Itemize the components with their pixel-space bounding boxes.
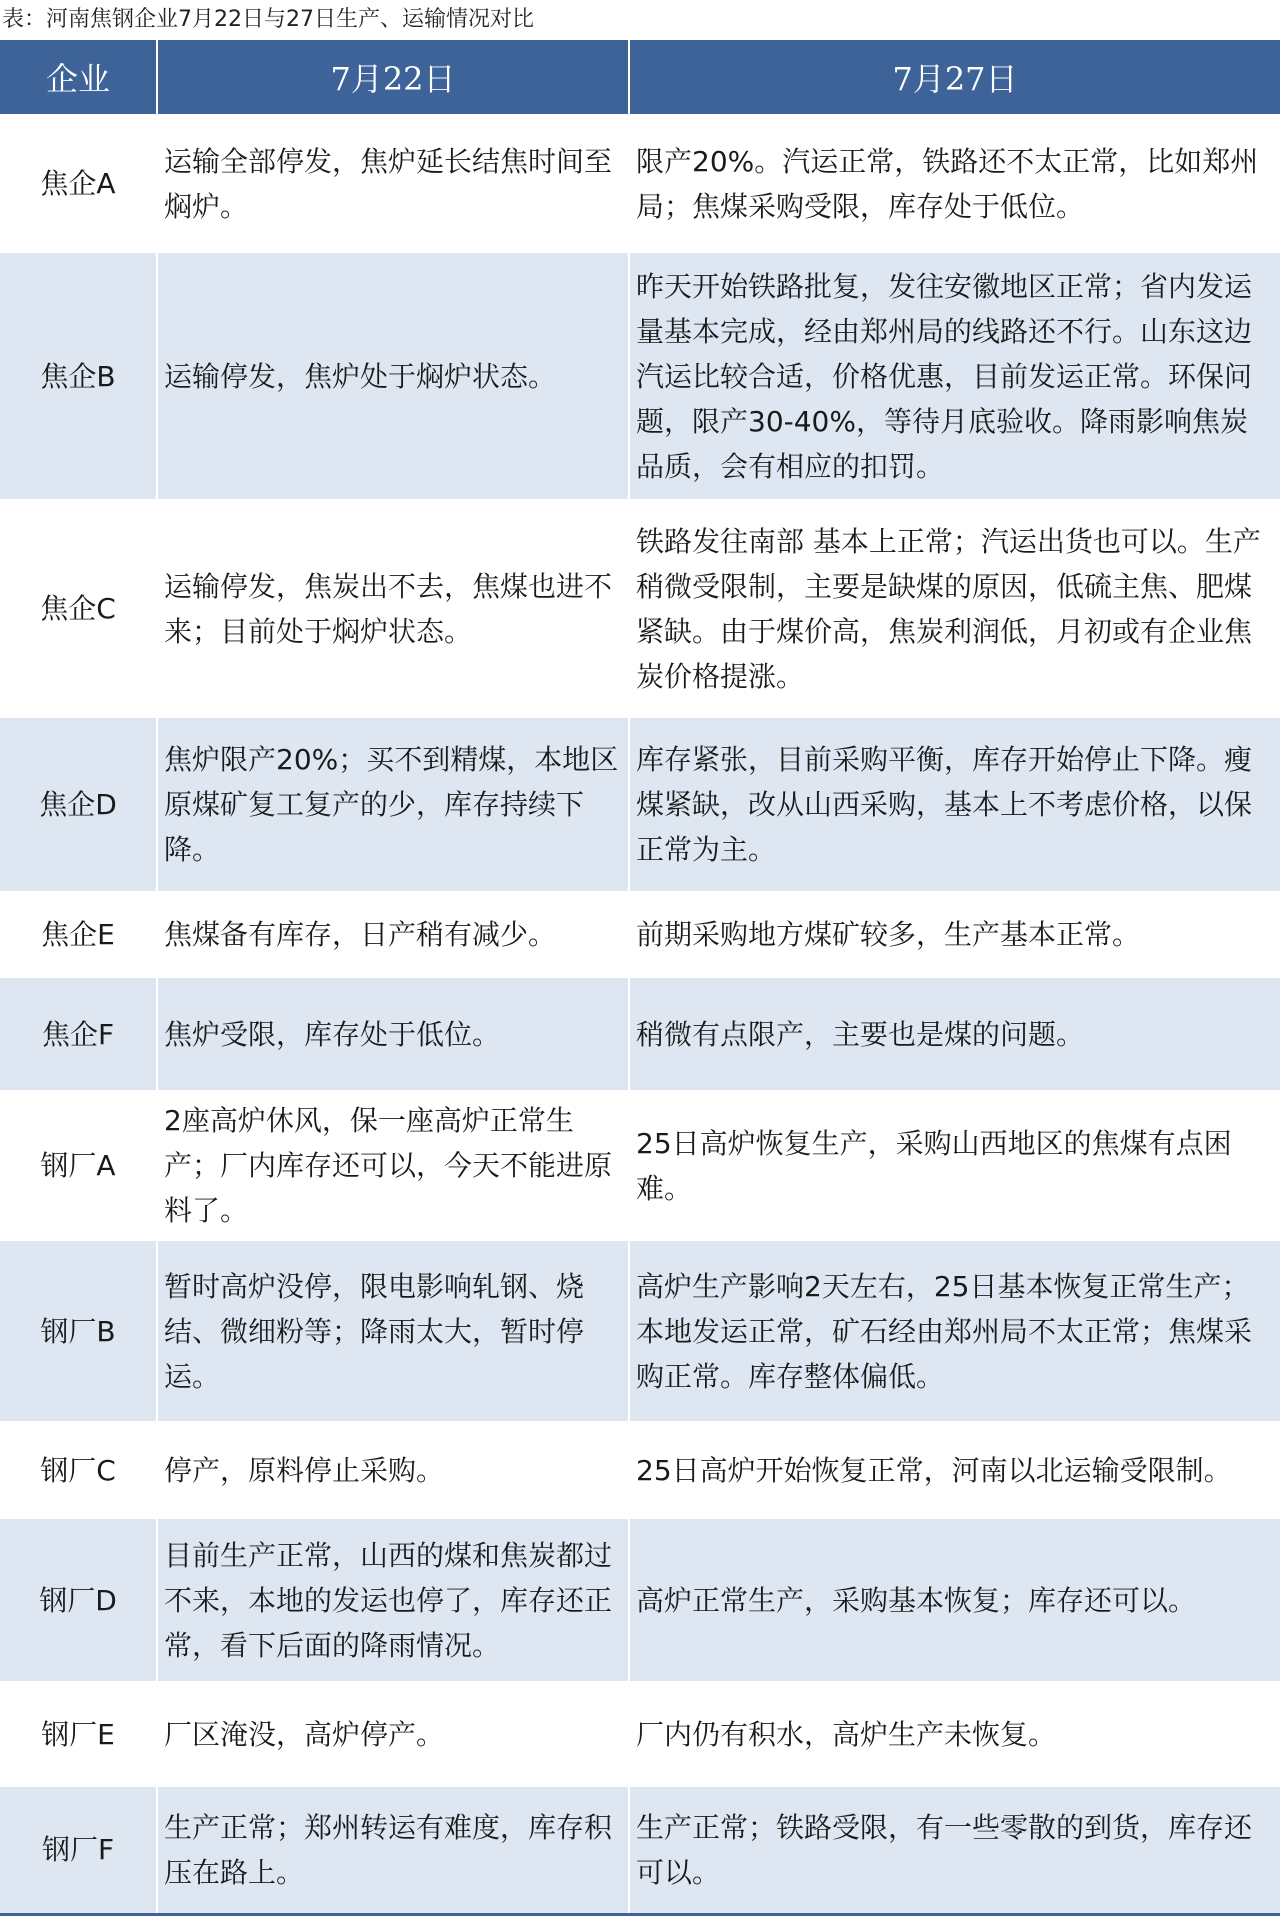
jul22-cell: 焦炉受限，库存处于低位。 [157,978,629,1090]
jul22-cell: 运输停发，焦炭出不去，焦煤也进不来；目前处于焖炉状态。 [157,499,629,718]
jul22-cell: 生产正常；郑州转运有难度，库存积压在路上。 [157,1787,629,1914]
table-row [0,1519,1280,1681]
enterprise-cell: 焦企D [0,718,157,891]
jul22-cell: 目前生产正常，山西的煤和焦炭都过不来，本地的发运也停了，库存还正常，看下后面的降雨情况。 [157,1519,629,1681]
enterprise-cell: 焦企F [0,978,157,1090]
table-row [0,978,1280,1090]
jul27-cell: 限产20%。汽运正常，铁路还不太正常，比如郑州局；焦煤采购受限，库存处于低位。 [629,114,1280,253]
enterprise-cell: 焦企C [0,499,157,718]
table-caption: 表：河南焦钢企业7月22日与27日生产、运输情况对比 [2,7,534,32]
enterprise-cell: 钢厂F [0,1787,157,1914]
header-row [0,40,1280,114]
jul22-cell: 焦煤备有库存，日产稍有减少。 [157,891,629,978]
enterprise-cell: 钢厂B [0,1241,157,1421]
jul22-cell: 停产，原料停止采购。 [157,1421,629,1519]
jul27-cell: 库存紧张，目前采购平衡，库存开始停止下降。瘦煤紧缺，改从山西采购，基本上不考虑价格，以保正常为主。 [629,718,1280,891]
table-row [0,1090,1280,1241]
jul27-cell: 厂内仍有积水，高炉生产未恢复。 [629,1681,1280,1787]
jul22-cell: 厂区淹没，高炉停产。 [157,1681,629,1787]
jul27-cell: 高炉生产影响2天左右，25日基本恢复正常生产；本地发运正常，矿石经由郑州局不太正常；焦煤采购正常。库存整体偏低。 [629,1241,1280,1421]
enterprise-cell: 钢厂E [0,1681,157,1787]
jul27-cell: 25日高炉开始恢复正常，河南以北运输受限制。 [629,1421,1280,1519]
table-row [0,1241,1280,1421]
enterprise-cell: 钢厂C [0,1421,157,1519]
table-row [0,1787,1280,1914]
jul27-cell: 前期采购地方煤矿较多，生产基本正常。 [629,891,1280,978]
enterprise-cell: 钢厂A [0,1090,157,1241]
header-jul27: 7月27日 [629,40,1280,114]
table-row [0,114,1280,253]
jul22-cell: 焦炉限产20%；买不到精煤，本地区原煤矿复工复产的少，库存持续下降。 [157,718,629,891]
table-row [0,253,1280,499]
enterprise-cell: 钢厂D [0,1519,157,1681]
table-row [0,1421,1280,1519]
jul22-cell: 2座高炉休风，保一座高炉正常生产；厂内库存还可以，今天不能进原料了。 [157,1090,629,1241]
jul27-cell: 生产正常；铁路受限，有一些零散的到货，库存还可以。 [629,1787,1280,1914]
enterprise-cell: 焦企A [0,114,157,253]
header-jul22: 7月22日 [157,40,629,114]
jul22-cell: 运输全部停发，焦炉延长结焦时间至焖炉。 [157,114,629,253]
jul27-cell: 25日高炉恢复生产，采购山西地区的焦煤有点困难。 [629,1090,1280,1241]
jul27-cell: 昨天开始铁路批复，发往安徽地区正常；省内发运量基本完成，经由郑州局的线路还不行。山东这边汽运比较合适，价格优惠，目前发运正常。环保问题，限产30-40%，等待月底验收。降雨影响焦炭品质，会有相应的扣罚。 [629,253,1280,499]
header-enterprise: 企业 [0,40,157,114]
jul27-cell: 稍微有点限产，主要也是煤的问题。 [629,978,1280,1090]
enterprise-cell: 焦企E [0,891,157,978]
jul22-cell: 暂时高炉没停，限电影响轧钢、烧结、微细粉等；降雨太大，暂时停运。 [157,1241,629,1421]
jul22-cell: 运输停发，焦炉处于焖炉状态。 [157,253,629,499]
table-row [0,1681,1280,1787]
comparison-table [0,40,1280,1916]
jul27-cell: 铁路发往南部 基本上正常；汽运出货也可以。生产稍微受限制，主要是缺煤的原因，低硫主焦、肥煤紧缺。由于煤价高，焦炭利润低，月初或有企业焦炭价格提涨。 [629,499,1280,718]
table-row [0,499,1280,718]
jul27-cell: 高炉正常生产，采购基本恢复；库存还可以。 [629,1519,1280,1681]
table-row [0,891,1280,978]
table-row [0,718,1280,891]
enterprise-cell: 焦企B [0,253,157,499]
